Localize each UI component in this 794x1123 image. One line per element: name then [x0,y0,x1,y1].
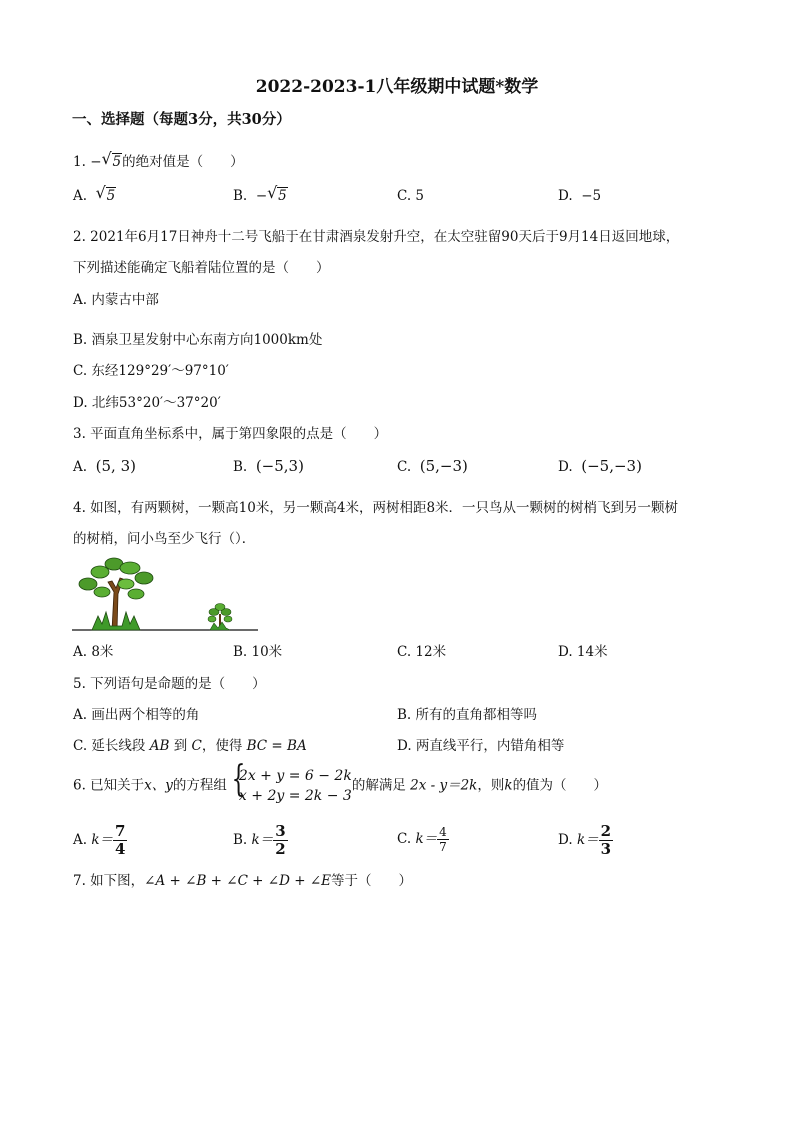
q3-option-c[interactable]: C. (5,−3) [397,457,468,475]
tall-tree [79,558,153,630]
short-tree [208,604,232,631]
q5-option-d[interactable]: D. 两直线平行，内错角相等 [397,738,565,754]
q4-option-b[interactable]: B. 10米 [233,644,283,660]
q1-stem: 的绝对值是（ ） [122,154,244,170]
q1-option-a[interactable]: A. √ 5 [73,183,116,204]
q2-line1: 2. 2021年6月17日神舟十二号飞船于在甘肃酒泉发射升空，在太空驻留90天后于9月14日返回地球， [73,229,680,245]
q3-option-d[interactable]: D. (−5,−3) [558,457,642,475]
q1-neg: − [90,154,102,170]
q1-option-c[interactable]: C. 5 [397,188,425,204]
q6-option-c[interactable]: C. k＝ $\frac{4}{7}$ [397,825,447,854]
q7-stem: 7. 如下图，∠A + ∠B + ∠C + ∠D + ∠E等于（ ） [73,873,412,889]
q2-option-a[interactable]: A. 内蒙古中部 [73,292,159,308]
q6-option-d[interactable]: D. k＝ $\frac{2}{3}$ [558,822,612,858]
q2-option-c[interactable]: C. 东经129°29′～97°10′ [73,363,229,379]
q4-option-d[interactable]: D. 14米 [558,644,608,660]
question-1 [73,150,244,170]
q4-line1: 4. 如图，有两颗树，一颗高10米，另一颗高4米，两树相距8米．一只鸟从一颗树的树梢飞到另一颗树 [73,500,679,516]
q6-equation-system: { 2x + y = 6 − 2k x + 2y = 2k − 3 [231,759,352,804]
page-title: 2022-2023-1八年级期中试题*数学 [255,77,539,97]
trees-figure [72,552,262,634]
q2-option-d[interactable]: D. 北纬53°20′～37°20′ [73,395,221,411]
q1-option-b[interactable]: B. − √ 5 [233,183,287,204]
q1-option-d[interactable]: D. −5 [558,188,602,204]
q5-option-c[interactable]: C. 延长线段 AB 到 C，使得 BC = BA [73,738,307,754]
q3-option-a[interactable]: A. (5, 3) [73,457,136,475]
q2-option-b[interactable]: B. 酒泉卫星发射中心东南方向1000km处 [73,332,323,348]
q4-line2: 的树梢，问小鸟至少飞行（）． [73,531,256,547]
q3-stem: 3. 平面直角坐标系中，属于第四象限的点是（ ） [73,426,388,442]
q2-line2: 下列描述能确定飞船着陆位置的是（ ） [73,260,330,276]
q5-option-a[interactable]: A. 画出两个相等的角 [73,707,200,723]
q6-option-a[interactable]: A. k＝ $\frac{7}{4}$ [73,822,126,858]
q1-sqrt: √ 5 [101,149,122,170]
q4-option-c[interactable]: C. 12米 [397,644,447,660]
q5-option-b[interactable]: B. 所有的直角都相等吗 [397,707,538,723]
q5-stem: 5. 下列语句是命题的是（ ） [73,676,266,692]
q3-option-b[interactable]: B. (−5,3) [233,457,304,475]
q4-option-a[interactable]: A. 8米 [73,644,114,660]
q6-option-b[interactable]: B. k＝ $\frac{3}{2}$ [233,822,286,858]
section-heading: 一、选择题（每题3分，共30分） [72,111,291,128]
q1-number: 1. [73,154,86,170]
q6-stem: 6. 已知关于x、y的方程组 { 2x + y = 6 − 2k x + 2y = 2k − 3 的解满足 2x - y＝2k，则k的值为（ ） [73,759,608,804]
